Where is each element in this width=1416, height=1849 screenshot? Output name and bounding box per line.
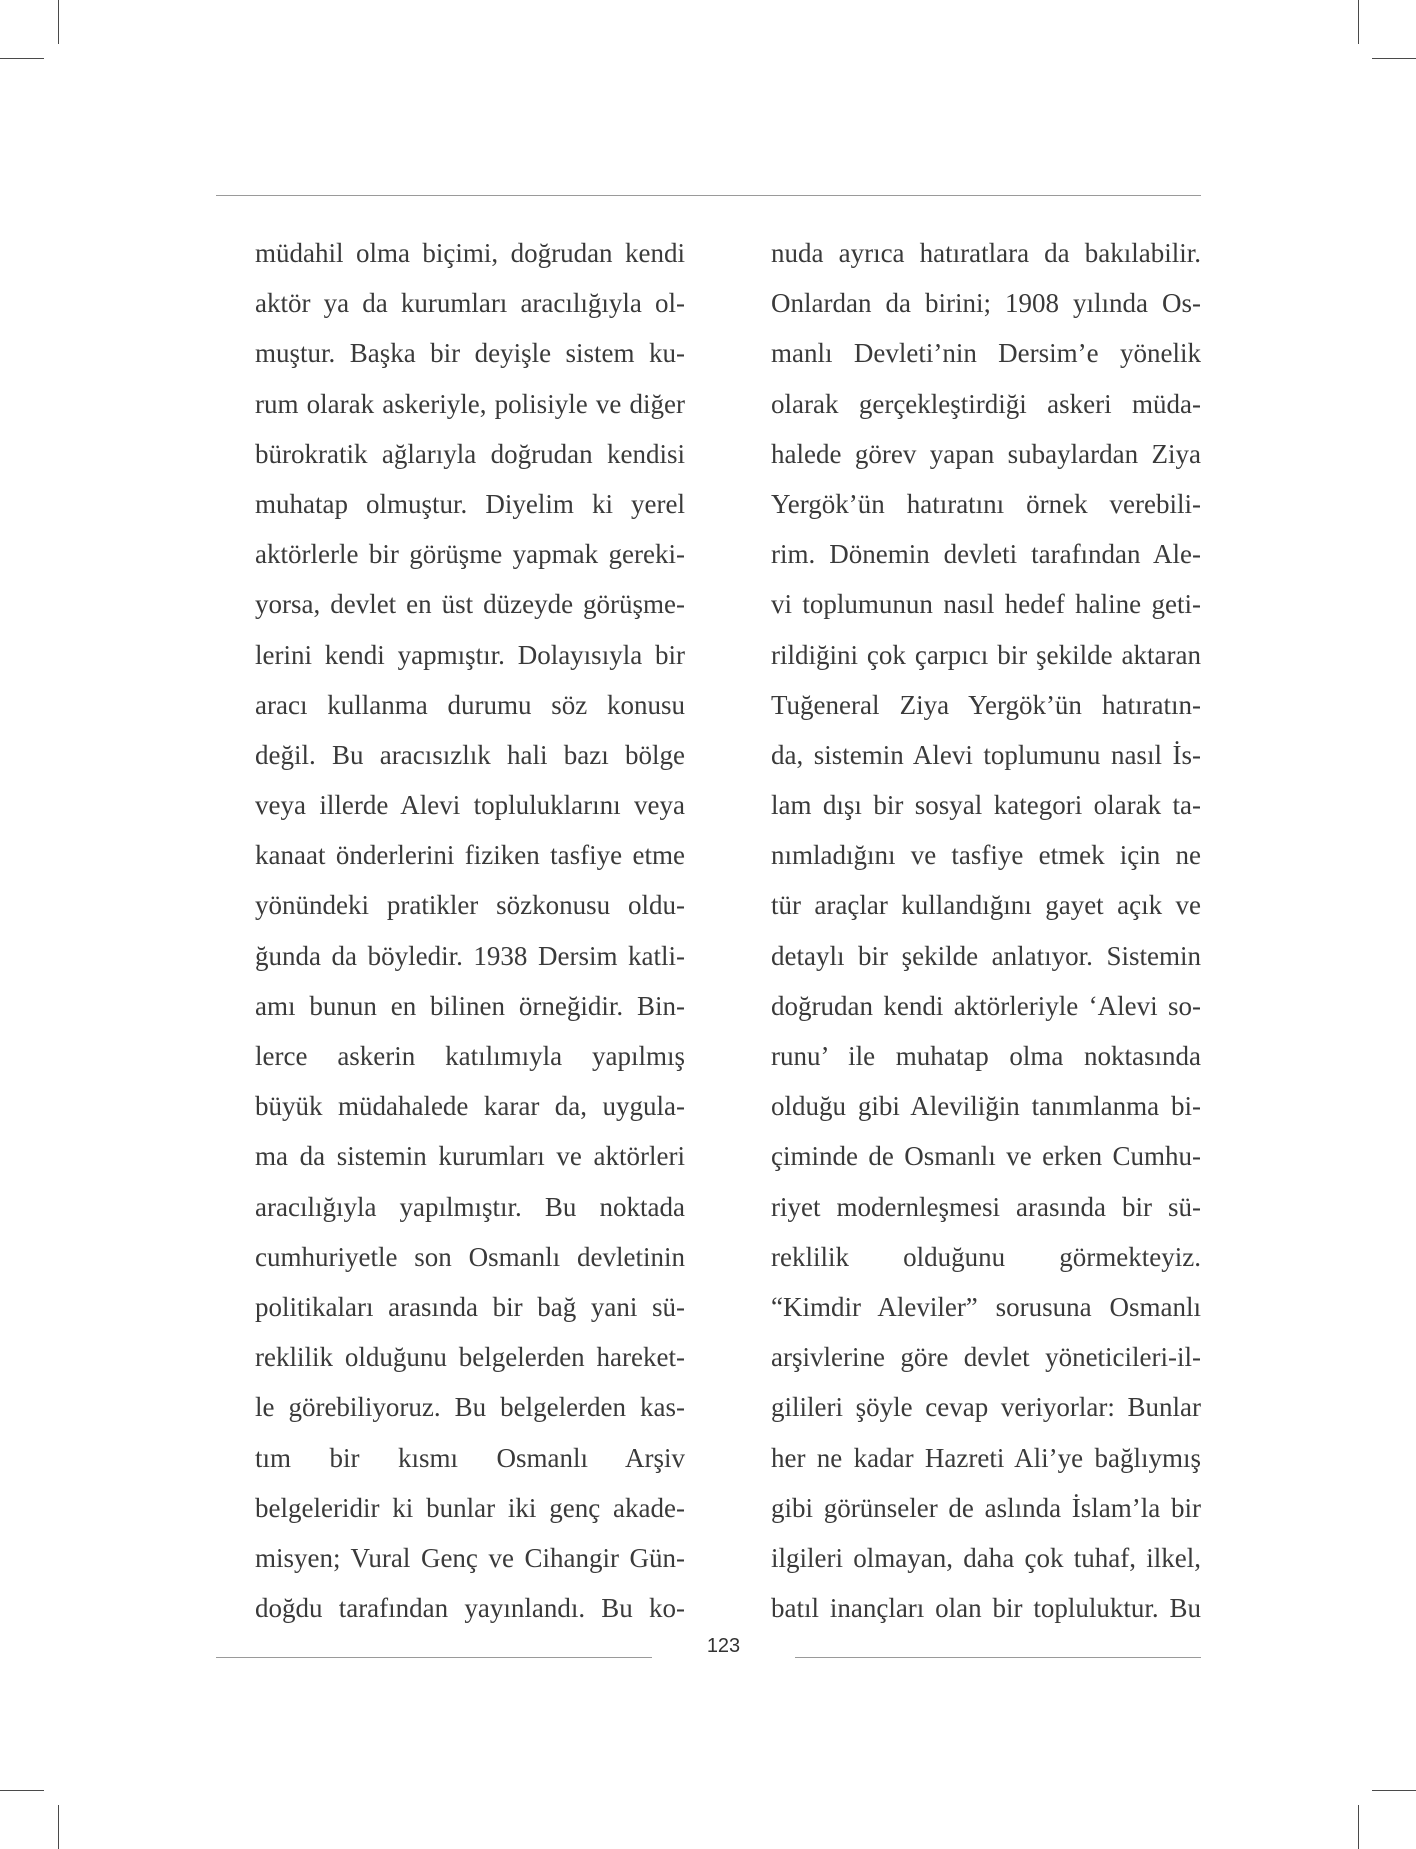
text-line: reklilik olduğunu görmekteyiz. xyxy=(771,1241,1201,1272)
text-line: veya illerde Alevi topluluklarını veya xyxy=(255,790,685,821)
text-line: le görebiliyoruz. Bu belgelerden kas- xyxy=(255,1392,685,1423)
text-line: misyen; Vural Genç ve Cihangir Gün- xyxy=(255,1542,685,1573)
text-line: doğrudan kendi aktörleriyle ‘Alevi so- xyxy=(771,990,1201,1021)
text-line: ma da sistemin kurumları ve aktörleri xyxy=(255,1141,685,1172)
text-line: her ne kadar Hazreti Ali’ye bağlıymış xyxy=(771,1442,1201,1473)
crop-mark xyxy=(1358,0,1359,44)
text-line: bürokratik ağlarıyla doğrudan kendisi xyxy=(255,438,685,469)
text-line: çiminde de Osmanlı ve erken Cumhu- xyxy=(771,1141,1201,1172)
text-line: riyet modernleşmesi arasında bir sü- xyxy=(771,1191,1201,1222)
text-line: runu’ ile muhatap olma noktasında xyxy=(771,1041,1201,1071)
text-line: politikaları arasında bir bağ yani sü- xyxy=(255,1291,685,1322)
footer-rule-left xyxy=(216,1657,652,1658)
text-line: batıl inançları olan bir topluluktur. Bu xyxy=(771,1593,1201,1624)
text-line: yönündeki pratikler sözkonusu oldu- xyxy=(255,890,685,921)
text-line: lerini kendi yapmıştır. Dolayısıyla bir xyxy=(255,639,685,670)
text-line: da, sistemin Alevi toplumunu nasıl İs- xyxy=(771,739,1201,770)
text-line: Onlardan da birini; 1908 yılında Os- xyxy=(771,288,1201,319)
header-rule xyxy=(216,195,1201,196)
text-line: büyük müdahalede karar da, uygula- xyxy=(255,1091,685,1122)
text-line: rum olarak askeriyle, polisiyle ve diğer xyxy=(255,388,685,419)
text-line: vi toplumunun nasıl hedef haline geti- xyxy=(771,589,1201,620)
crop-mark xyxy=(0,1790,44,1791)
text-line: manlı Devleti’nin Dersim’e yönelik xyxy=(771,338,1201,369)
text-line: olduğu gibi Aleviliğin tanımlanma bi- xyxy=(771,1091,1201,1122)
text-line: halede görev yapan subaylardan Ziya xyxy=(771,438,1201,469)
text-line: ğunda da böyledir. 1938 Dersim katli- xyxy=(255,940,685,971)
text-line: amı bunun en bilinen örneğidir. Bin- xyxy=(255,990,685,1021)
text-line: muştur. Başka bir deyişle sistem ku- xyxy=(255,338,685,369)
text-line: rim. Dönemin devleti tarafından Ale- xyxy=(771,539,1201,570)
text-line: nuda ayrıca hatıratlara da bakılabilir. xyxy=(771,238,1201,268)
text-line: muhatap olmuştur. Diyelim ki yerel xyxy=(255,488,685,519)
crop-mark xyxy=(1358,1805,1359,1849)
text-line: reklilik olduğunu belgelerden hareket- xyxy=(255,1342,685,1373)
text-line: lerce askerin katılımıyla yapılmış xyxy=(255,1041,685,1071)
text-line: değil. Bu aracısızlık hali bazı bölge xyxy=(255,739,685,770)
text-line: kanaat önderlerini fiziken tasfiye etme xyxy=(255,840,685,871)
text-line: yorsa, devlet en üst düzeyde görüşme- xyxy=(255,589,685,620)
text-line: aracılığıyla yapılmıştır. Bu noktada xyxy=(255,1191,685,1222)
text-line: aracı kullanma durumu söz konusu xyxy=(255,689,685,720)
left-text-column xyxy=(255,228,685,1633)
text-line: Tuğeneral Ziya Yergök’ün hatıratın- xyxy=(771,689,1201,720)
text-line: doğdu tarafından yayınlandı. Bu ko- xyxy=(255,1593,685,1624)
crop-mark xyxy=(58,0,59,44)
page-number: 123 xyxy=(706,1635,741,1657)
text-line: nımladığını ve tasfiye etmek için ne xyxy=(771,840,1201,871)
text-line: detaylı bir şekilde anlatıyor. Sistemin xyxy=(771,940,1201,971)
text-line: olarak gerçekleştirdiği askeri müda- xyxy=(771,388,1201,419)
crop-mark xyxy=(1372,1790,1416,1791)
footer-rule-right xyxy=(795,1657,1201,1658)
text-line: ilgileri olmayan, daha çok tuhaf, ilkel, xyxy=(771,1542,1201,1573)
text-line: gibi görünseler de aslında İslam’la bir xyxy=(771,1492,1201,1523)
text-line: cumhuriyetle son Osmanlı devletinin xyxy=(255,1241,685,1272)
crop-mark xyxy=(58,1805,59,1849)
text-line: gilileri şöyle cevap veriyorlar: Bunlar xyxy=(771,1392,1201,1423)
text-line: belgeleridir ki bunlar iki genç akade- xyxy=(255,1492,685,1523)
text-line: aktörlerle bir görüşme yapmak gereki- xyxy=(255,539,685,570)
text-line: Yergök’ün hatıratını örnek verebili- xyxy=(771,488,1201,519)
text-line: tür araçlar kullandığını gayet açık ve xyxy=(771,890,1201,921)
text-line: “Kimdir Aleviler” sorusuna Osmanlı xyxy=(771,1291,1201,1322)
text-line: arşivlerine göre devlet yöneticileri-il- xyxy=(771,1342,1201,1373)
text-line: lam dışı bir sosyal kategori olarak ta- xyxy=(771,790,1201,821)
text-line: müdahil olma biçimi, doğrudan kendi xyxy=(255,238,685,268)
right-text-column xyxy=(771,228,1201,1633)
text-line: rildiğini çok çarpıcı bir şekilde aktaran xyxy=(771,639,1201,670)
crop-mark xyxy=(1372,58,1416,59)
crop-mark xyxy=(0,58,44,59)
text-line: aktör ya da kurumları aracılığıyla ol- xyxy=(255,288,685,319)
text-line: tım bir kısmı Osmanlı Arşiv xyxy=(255,1442,685,1473)
